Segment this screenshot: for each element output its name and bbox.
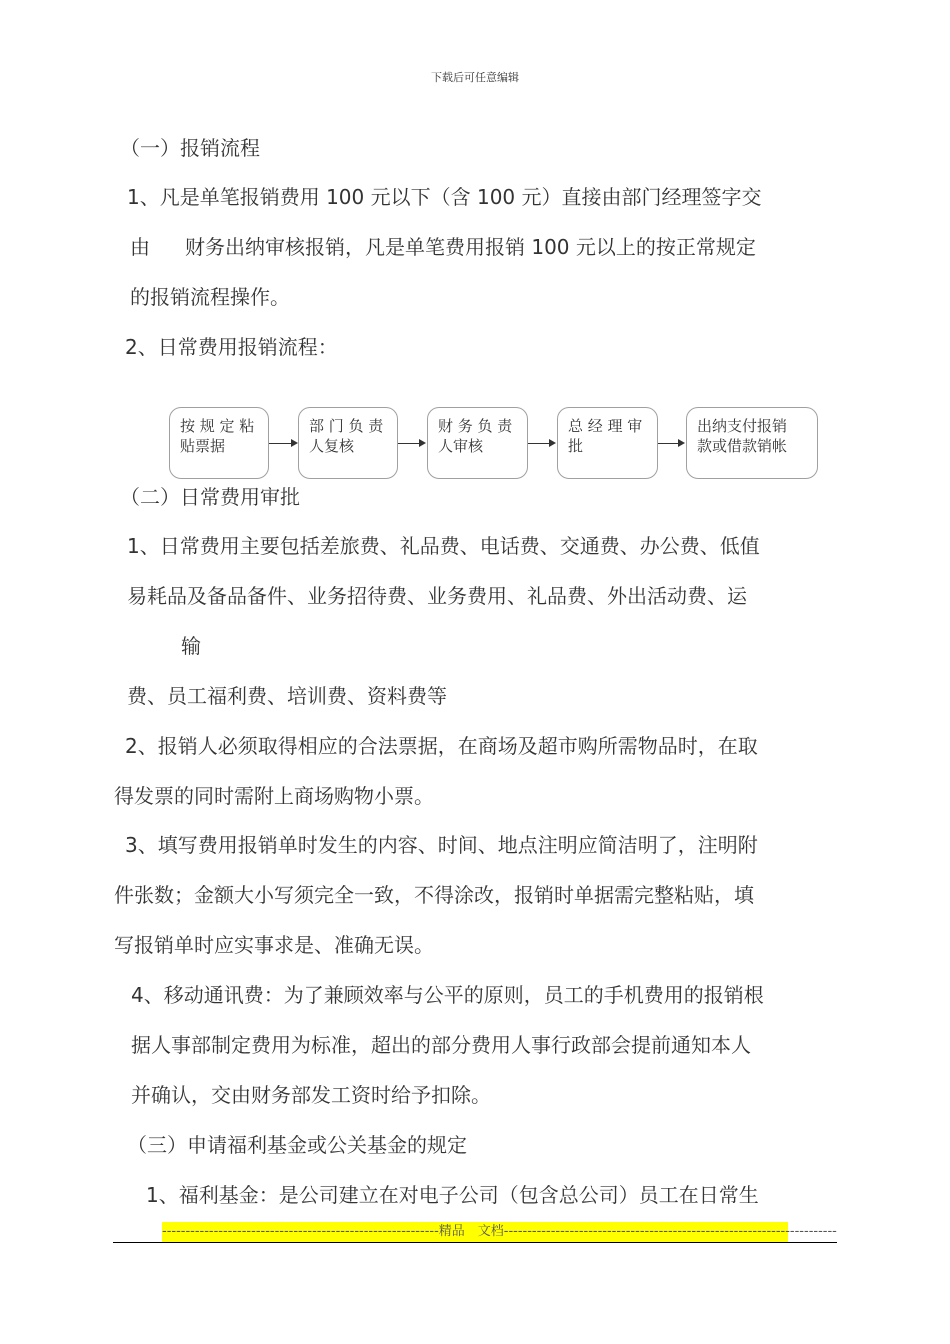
section-2-item-1-line-1: 1、日常费用主要包括差旅费、礼品费、电话费、交通费、办公费、低值 <box>127 534 760 558</box>
section-1-item-2: 2、日常费用报销流程： <box>125 335 338 359</box>
section-2-item-2-line-2: 得发票的同时需附上商场购物小票。 <box>114 784 434 808</box>
section-1-item-1-line-3: 的报销流程操作。 <box>130 285 290 309</box>
section-1-item-1-line-1: 1、凡是单笔报销费用 100 元以下（含 100 元）直接由部门经理签字交 <box>127 185 762 209</box>
section-2-item-1-line-3: 输 <box>181 634 201 658</box>
flow-arrow-2 <box>398 443 420 444</box>
section-2-item-3-line-1: 3、填写费用报销单时发生的内容、时间、地点注明应简洁明了，注明附 <box>125 833 758 857</box>
flow-step-3-line-1: 财 务 负 责 <box>438 417 513 435</box>
flow-step-3-line-2: 人审核 <box>438 437 484 455</box>
footer-label: 精品 文档 <box>438 1224 504 1239</box>
footer-rule <box>113 1242 837 1243</box>
flow-arrow-1 <box>269 443 292 444</box>
section-2-item-1-line-4: 费、员工福利费、培训费、资料费等 <box>127 684 447 708</box>
section-2-title: （二）日常费用审批 <box>120 485 300 509</box>
flow-step-2 <box>298 407 398 479</box>
section-2-item-4-line-1: 4、移动通讯费：为了兼顾效率与公平的原则，员工的手机费用的报销根 <box>131 983 764 1007</box>
flow-step-2-line-1: 部 门 负 责 <box>309 417 384 435</box>
section-2-item-4-line-3: 并确认，交由财务部发工资时给予扣除。 <box>131 1083 491 1107</box>
section-2-item-3-line-3: 写报销单时应实事求是、准确无误。 <box>114 933 434 957</box>
flow-step-1-line-1: 按 规 定 粘 <box>180 417 255 435</box>
section-3-title: （三）申请福利基金或公关基金的规定 <box>127 1133 467 1157</box>
flow-step-1-line-2: 贴票据 <box>180 437 226 455</box>
flow-step-5 <box>686 407 818 479</box>
section-2-item-1-line-2: 易耗品及备品备件、业务招待费、业务费用、礼品费、外出活动费、运 <box>127 584 747 608</box>
flow-step-4-line-2: 批 <box>568 437 584 455</box>
footer-watermark-band <box>162 1222 837 1242</box>
section-1-item-1-line-2: 财务出纳审核报销，凡是单笔费用报销 100 元以上的按正常规定 <box>185 235 756 259</box>
flow-step-5-line-1: 出纳支付报销 <box>697 417 788 435</box>
section-1-title: （一）报销流程 <box>120 136 260 160</box>
flow-step-1 <box>169 407 269 479</box>
section-2-item-2-line-1: 2、报销人必须取得相应的合法票据，在商场及超市购所需物品时，在取 <box>125 734 758 758</box>
section-3-item-1-line-1: 1、福利基金：是公司建立在对电子公司（包含总公司）员工在日常生 <box>146 1183 759 1207</box>
page-header-note: 下载后可任意编辑 <box>431 71 519 84</box>
section-1-item-1-line-2-start: 由 <box>130 235 150 259</box>
flow-step-4 <box>557 407 658 479</box>
flow-arrow-3 <box>528 443 550 444</box>
section-2-item-4-line-2: 据人事部制定费用为标准，超出的部分费用人事行政部会提前通知本人 <box>131 1033 751 1057</box>
footer-dashes-left: ----------------------------------------------------------- <box>162 1224 439 1239</box>
flow-step-5-line-2: 款或借款销帐 <box>697 437 788 455</box>
footer-dashes-right: ----------------------------------------------------------------------- <box>503 1224 837 1239</box>
flow-step-4-line-1: 总 经 理 审 <box>568 417 643 435</box>
flow-step-2-line-2: 人复核 <box>309 437 355 455</box>
section-2-item-3-line-2: 件张数；金额大小写须完全一致，不得涂改，报销时单据需完整粘贴，填 <box>114 883 754 907</box>
flow-arrow-4 <box>658 443 679 444</box>
flow-step-3 <box>427 407 528 479</box>
